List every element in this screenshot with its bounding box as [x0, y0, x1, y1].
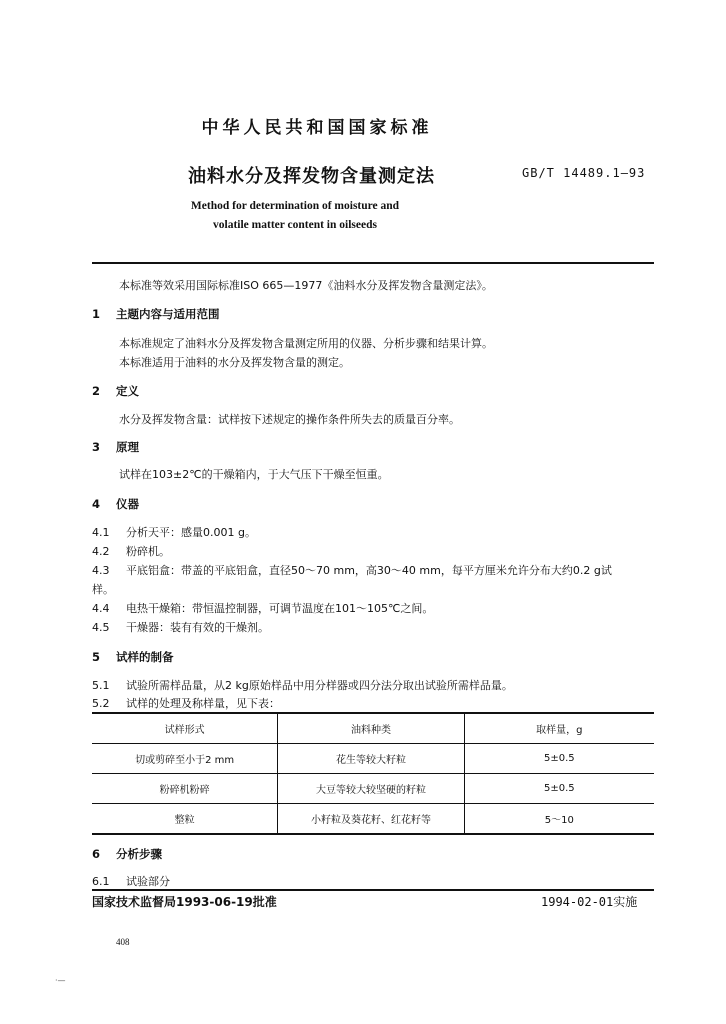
section-4-heading [92, 496, 139, 512]
section-number: 6 [92, 847, 101, 861]
corner-mark: ·— [55, 976, 66, 985]
item-text: 干燥器：装有有效的干燥剂。 [126, 621, 269, 634]
section-3-heading [92, 439, 139, 455]
section-title: 仪器 [116, 497, 139, 511]
item-text: 试验部分 [126, 875, 170, 888]
section-number: 5 [92, 650, 101, 664]
item-5-2 [92, 695, 280, 711]
table-header-cell: 油料种类 [278, 713, 464, 744]
table-cell: 5±0.5 [464, 744, 654, 774]
standard-code: GB/T 14489.1—93 [522, 166, 646, 180]
item-text: 试样的处理及称样量，见下表： [126, 697, 280, 710]
table-cell: 小籽粒及葵花籽、红花籽等 [278, 804, 464, 835]
footer-rule [92, 889, 654, 891]
item-number: 4.3 [92, 564, 110, 577]
sample-table [92, 712, 654, 835]
section-6-heading [92, 846, 162, 862]
item-text: 平底铝盒：带盖的平底铝盒，直径50～70 mm，高30～40 mm，每平方厘米允许分布大约0.2 g试 [126, 564, 612, 577]
section-5-heading [92, 649, 174, 665]
item-4-4 [92, 600, 433, 616]
item-text: 电热干燥箱：带恒温控制器，可调节温度在101～105℃之间。 [126, 602, 434, 615]
item-4-5 [92, 619, 269, 635]
approval-line: 国家技术监督局1993-06-19批准 [92, 895, 277, 909]
section-1-heading [92, 306, 220, 322]
table-cell: 5～10 [464, 804, 654, 835]
sample-table-grid [92, 712, 654, 835]
item-text: 粉碎机。 [126, 545, 170, 558]
item-4-1 [92, 524, 256, 540]
section-title: 原理 [116, 440, 139, 454]
section-1-paragraph-1: 本标准规定了油料水分及挥发物含量测定所用的仪器、分析步骤和结果计算。 [119, 337, 493, 350]
english-title-line2: volatile matter content in oilseeds [213, 219, 377, 231]
section-1-paragraph-2: 本标准适用于油料的水分及挥发物含量的测定。 [119, 356, 350, 369]
section-2-paragraph: 水分及挥发物含量：试样按下述规定的操作条件所失去的质量百分率。 [119, 413, 460, 426]
section-number: 3 [92, 440, 101, 454]
table-cell: 花生等较大籽粒 [278, 744, 464, 774]
item-number: 4.1 [92, 526, 110, 539]
table-cell: 5±0.5 [464, 774, 654, 804]
document-title: 油料水分及挥发物含量测定法 [188, 166, 435, 187]
item-number: 4.2 [92, 545, 110, 558]
table-header-row [92, 713, 654, 744]
header-rule [92, 262, 654, 264]
section-number: 1 [92, 307, 101, 321]
table-cell: 粉碎机粉碎 [92, 774, 278, 804]
section-number: 4 [92, 497, 101, 511]
item-5-1 [92, 677, 513, 693]
item-4-3-continuation: 样。 [92, 583, 114, 596]
table-header-cell: 取样量，g [464, 713, 654, 744]
item-number: 5.2 [92, 697, 110, 710]
english-title-line1: Method for determination of moisture and [190, 200, 400, 212]
item-number: 6.1 [92, 875, 110, 888]
table-row [92, 774, 654, 804]
table-cell: 整粒 [92, 804, 278, 835]
page-number: 408 [116, 937, 130, 947]
item-number: 5.1 [92, 679, 110, 692]
table-row [92, 744, 654, 774]
section-title: 主题内容与适用范围 [116, 307, 220, 321]
item-number: 4.4 [92, 602, 110, 615]
table-cell: 大豆等较大较坚硬的籽粒 [278, 774, 464, 804]
table-row [92, 804, 654, 835]
item-4-2 [92, 543, 170, 559]
item-6-1 [92, 873, 170, 889]
section-2-heading [92, 383, 139, 399]
implementation-date: 1994-02-01实施 [541, 895, 638, 909]
item-number: 4.5 [92, 621, 110, 634]
item-4-3 [92, 562, 612, 578]
item-text: 分析天平：感量0.001 g。 [126, 526, 256, 539]
table-header-cell: 试样形式 [92, 713, 278, 744]
section-number: 2 [92, 384, 101, 398]
section-title: 分析步骤 [116, 847, 162, 861]
section-3-paragraph: 试样在103±2℃的干燥箱内，于大气压下干燥至恒重。 [119, 468, 389, 481]
item-text: 试验所需样品量，从2 kg原始样品中用分样器或四分法分取出试验所需样品量。 [126, 679, 513, 692]
table-cell: 切或剪碎至小于2 mm [92, 744, 278, 774]
section-title: 定义 [116, 384, 139, 398]
national-standard-heading: 中华人民共和国国家标准 [201, 118, 433, 138]
section-title: 试样的制备 [116, 650, 174, 664]
intro-paragraph: 本标准等效采用国际标准ISO 665—1977《油料水分及挥发物含量测定法》。 [119, 279, 493, 292]
